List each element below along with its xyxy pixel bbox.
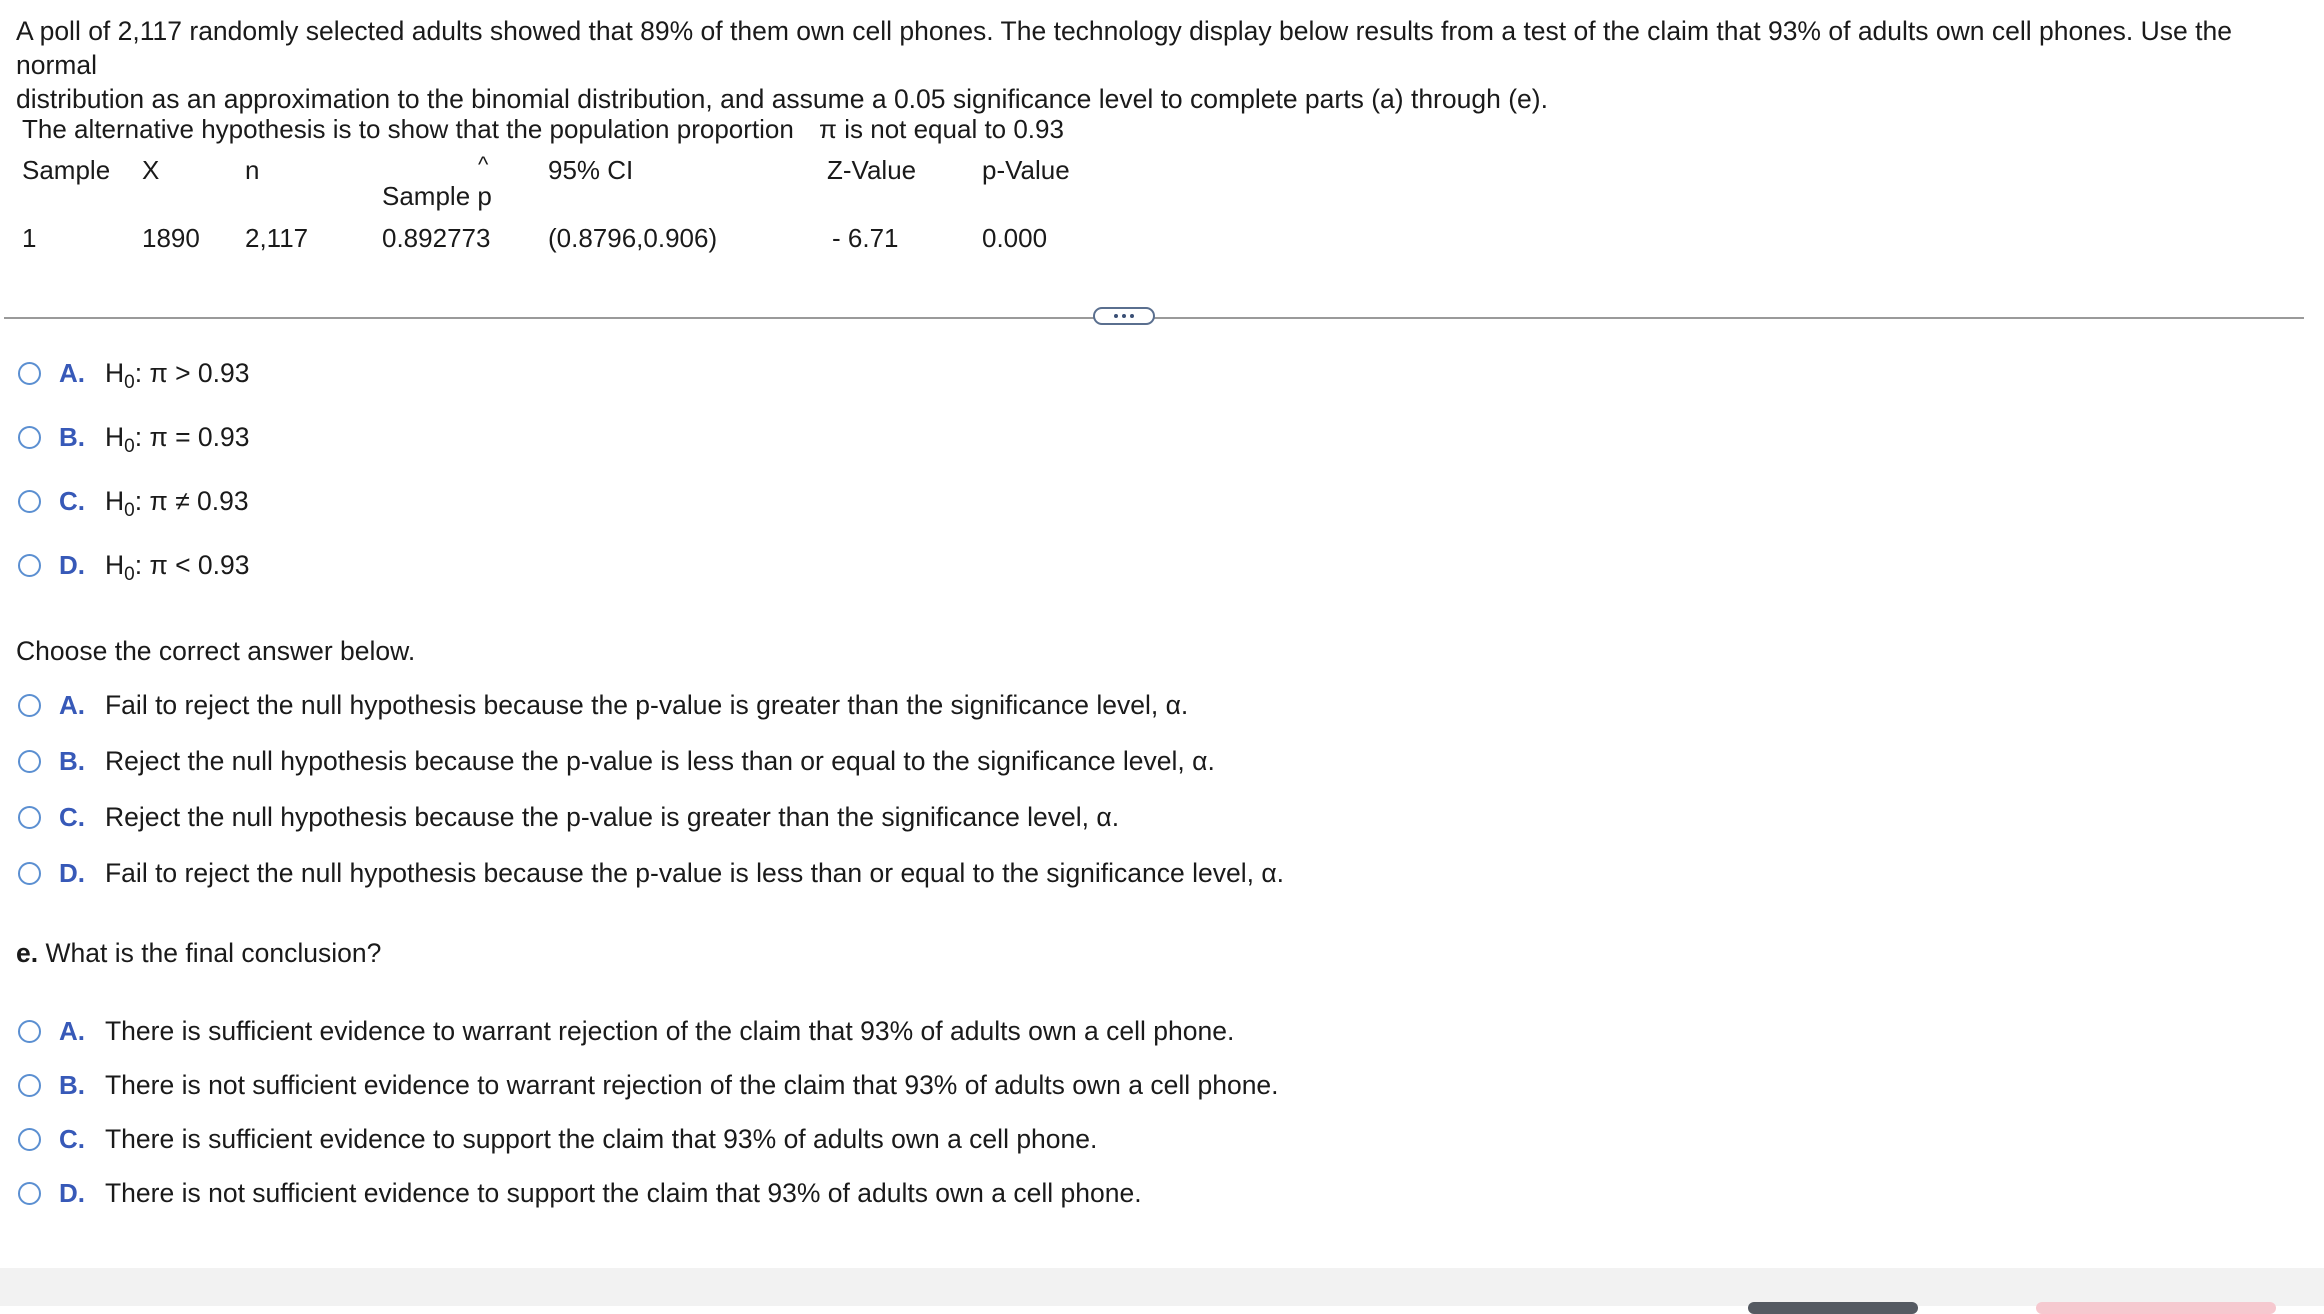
option-text: $H_0$: π = 0.93	[105, 421, 250, 457]
option-letter: A.	[59, 689, 85, 720]
option-letter: B.	[59, 421, 85, 452]
option-text: There is sufficient evidence to warrant rejection of the claim that 93% of adults own a cell phone.	[105, 1015, 1235, 1046]
header-sample-p: Sample p	[382, 181, 492, 211]
option-letter: B.	[59, 745, 85, 776]
radio-button-icon[interactable]	[18, 1020, 41, 1043]
radio-button-icon[interactable]	[18, 862, 41, 885]
option-text: $H_0$: π > 0.93	[105, 357, 250, 393]
radio-button-icon[interactable]	[18, 426, 41, 449]
alt-hypothesis-tail: is not equal to 0.93	[844, 114, 1064, 144]
decision-option-a[interactable]	[18, 687, 1188, 723]
dot-icon	[1122, 314, 1126, 318]
conclusion-prompt	[16, 938, 381, 969]
option-text: There is not sufficient evidence to warrant rejection of the claim that 93% of adults own a cell phone.	[105, 1069, 1279, 1100]
h0-option-a[interactable]	[18, 355, 250, 391]
radio-button-icon[interactable]	[18, 362, 41, 385]
option-letter: D.	[59, 1177, 85, 1208]
radio-button-icon[interactable]	[18, 490, 41, 513]
problem-statement	[16, 14, 2306, 116]
radio-button-icon[interactable]	[18, 1182, 41, 1205]
header-phat-hat: ^	[478, 152, 489, 177]
decision-option-b[interactable]	[18, 743, 1215, 779]
cell-x: 1890	[142, 223, 200, 253]
option-letter: A.	[59, 357, 85, 388]
cell-sample-p: 0.892773	[382, 223, 491, 253]
header-z-value: Z-Value	[827, 155, 917, 185]
option-text: Reject the null hypothesis because the p-value is less than or equal to the significance level, α.	[105, 745, 1215, 776]
conclusion-option-d[interactable]	[18, 1175, 1142, 1211]
header-p-value: p-Value	[982, 155, 1070, 185]
h0-option-d[interactable]	[18, 547, 250, 583]
option-text: Fail to reject the null hypothesis because the p-value is greater than the significance level, α.	[105, 689, 1189, 720]
cell-sample: 1	[22, 223, 37, 253]
conclusion-option-a[interactable]	[18, 1013, 1234, 1049]
option-text: $H_0$: π ≠ 0.93	[105, 485, 249, 521]
option-text: Reject the null hypothesis because the p-value is greater than the significance level, α.	[105, 801, 1120, 832]
h0-option-c[interactable]	[18, 483, 249, 519]
radio-button-icon[interactable]	[18, 1128, 41, 1151]
dot-icon	[1114, 314, 1118, 318]
header-ci: 95% CI	[548, 155, 634, 185]
option-text: $H_0$: π < 0.93	[105, 549, 250, 585]
alt-hypothesis-text: The alternative hypothesis is to show that the population proportion	[22, 114, 794, 144]
footer-secondary-button[interactable]	[1748, 1302, 1918, 1314]
decision-option-c[interactable]	[18, 799, 1119, 835]
alt-hypothesis-line	[22, 114, 1064, 145]
radio-button-icon[interactable]	[18, 806, 41, 829]
problem-line-2: distribution as an approximation to the binomial distribution, and assume a 0.05 significance level to complete parts (a) through (e).	[16, 84, 1548, 114]
part-label: e.	[16, 938, 39, 968]
option-letter: C.	[59, 1123, 85, 1154]
h0-option-b[interactable]	[18, 419, 250, 455]
cell-ci: (0.8796,0.906)	[548, 223, 718, 253]
dot-icon	[1130, 314, 1134, 318]
radio-button-icon[interactable]	[18, 750, 41, 773]
header-n: n	[245, 155, 260, 185]
option-letter: C.	[59, 485, 85, 516]
footer-primary-button[interactable]	[2036, 1302, 2276, 1314]
radio-button-icon[interactable]	[18, 1074, 41, 1097]
radio-button-icon[interactable]	[18, 554, 41, 577]
header-x: X	[142, 155, 160, 185]
problem-line-1: A poll of 2,117 randomly selected adults showed that 89% of them own cell phones. The technology display below results from a test of the claim that 93% of adults own cell phones. Use the normal	[16, 16, 2232, 80]
option-letter: D.	[59, 857, 85, 888]
cell-n: 2,117	[245, 223, 309, 253]
radio-button-icon[interactable]	[18, 694, 41, 717]
decision-option-d[interactable]	[18, 855, 1284, 891]
expand-more-button[interactable]	[1093, 307, 1155, 325]
option-text: There is sufficient evidence to support the claim that 93% of adults own a cell phone.	[105, 1123, 1098, 1154]
alt-hypothesis-symbol: π	[819, 114, 837, 144]
option-text: There is not sufficient evidence to support the claim that 93% of adults own a cell phone.	[105, 1177, 1142, 1208]
cell-p-value: 0.000	[982, 223, 1048, 253]
footer-bar	[0, 1268, 2324, 1306]
cell-z-value: - 6.71	[832, 223, 899, 253]
option-text: Fail to reject the null hypothesis because the p-value is less than or equal to the significance level, α.	[105, 857, 1285, 888]
conclusion-question: What is the final conclusion?	[45, 938, 382, 968]
option-letter: B.	[59, 1069, 85, 1100]
option-letter: A.	[59, 1015, 85, 1046]
option-letter: D.	[59, 549, 85, 580]
conclusion-option-b[interactable]	[18, 1067, 1279, 1103]
header-sample: Sample	[22, 155, 111, 185]
conclusion-option-c[interactable]	[18, 1121, 1097, 1157]
option-letter: C.	[59, 801, 85, 832]
decision-prompt: Choose the correct answer below.	[16, 636, 416, 666]
